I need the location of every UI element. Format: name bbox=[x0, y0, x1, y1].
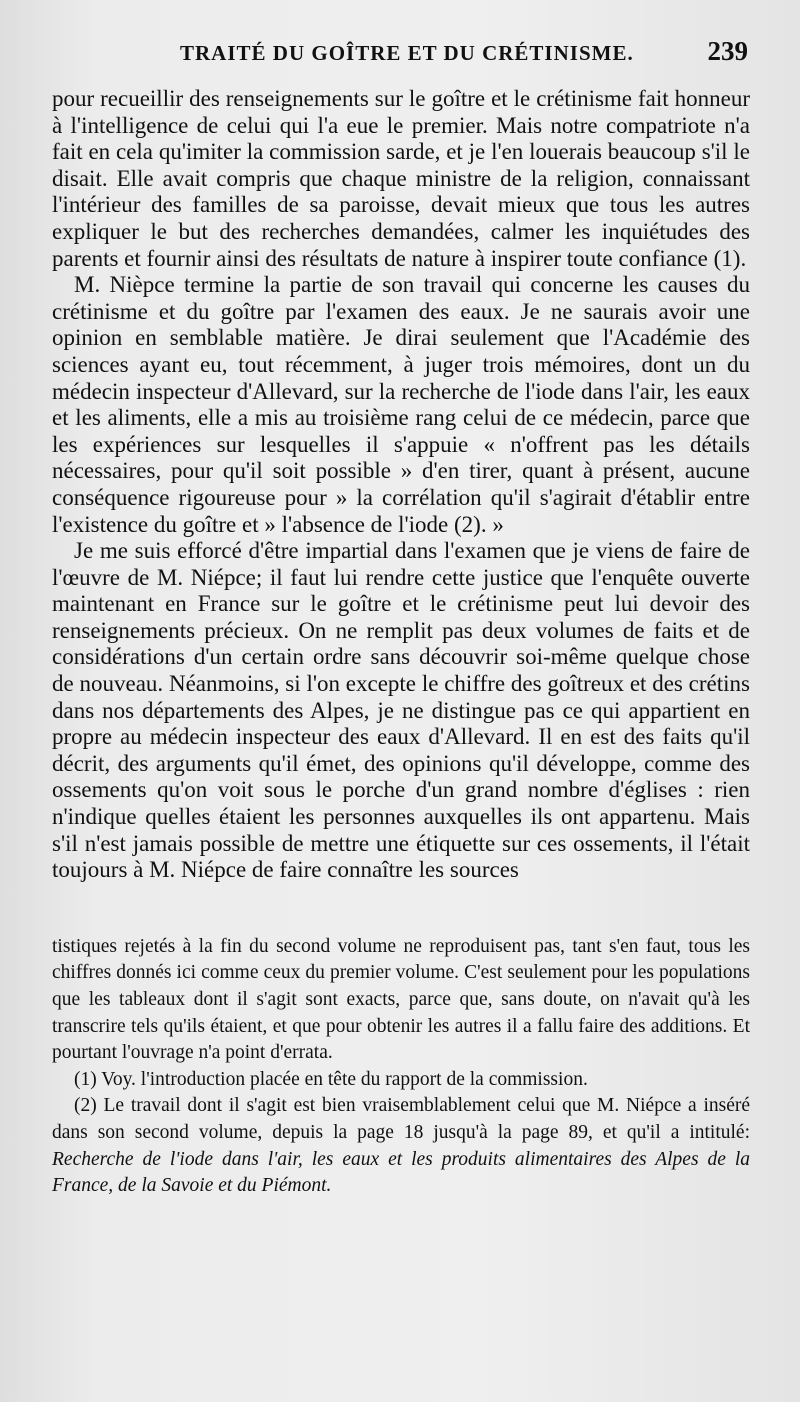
footnote-continued: tistiques rejetés à la fin du second volume ne reproduisent pas, tant s'en faut, tous les chiffres donnés ici comme ceux du premier volume. C'est seulement pour les populations que les tableaux dont il s'agit sont exacts, parce que, sans doute, on n'avait qu'à les transcrire tels qu'ils étaient, et que pour obtenir les autres il a fallu faire des additions. Et pourtant l'ouvrage n'a point d'errata. bbox=[52, 935, 750, 1064]
footnote-2 bbox=[52, 1093, 750, 1199]
footnote-2-title: Recherche de l'iode dans l'air, les eaux et les produits alimentaires des Alpes de la France, de la Savoie et du Piémont. bbox=[52, 1148, 750, 1197]
footnote-2-text: (2) Le travail dont il s'agit est bien vraisemblablement celui que M. Niépce a inséré dans son second volume, depuis la page 18 jusqu'à la page 89, et qu'il a intitulé: bbox=[52, 1095, 750, 1143]
page-header bbox=[52, 36, 750, 86]
paragraph-1: pour recueillir des renseignements sur le goître et le crétinisme fait honneur à l'intelligence de celui qui l'a eue le premier. Mais notre compatriote n'a fait en cela qu'imiter la commission sarde, et je l'en louerais beaucoup s'il le disait. Elle avait compris que chaque ministre de la religion, connaissant l'intérieur des familles de sa paroisse, devait mieux que tous les autres expliquer le but des recherches demandées, calmer les inquiétudes des parents et fournir ainsi des résultats de nature à inspirer toute confiance (1). bbox=[52, 86, 750, 271]
paragraph-2: M. Nièpce termine la partie de son travail qui concerne les causes du crétinisme et du goître par l'examen des eaux. Je ne saurais avoir une opinion en semblable matière. Je dirai seulement que l'Académie des sciences ayant eu, tout récemment, à juger trois mémoires, dont un du médecin inspecteur d'Allevard, sur la recherche de l'iode dans l'air, les eaux et les aliments, elle a mis au troisième rang celui de ce médecin, parce que les expériences sur lesquelles il s'appuie « n'offrent pas les détails nécessaires, pour qu'il soit possible » d'en tirer, quant à présent, aucune conséquence rigoureuse pour » la corrélation qu'il s'agirait d'établir entre l'existence du goître et » l'absence de l'iode (2). » bbox=[52, 272, 750, 537]
page-number: 239 bbox=[707, 36, 748, 66]
footnotes bbox=[52, 934, 750, 1200]
running-head: TRAITÉ DU GOÎTRE ET DU CRÉTINISME. bbox=[180, 41, 634, 65]
footnote-1: (1) Voy. l'introduction placée en tête du rapport de la commission. bbox=[74, 1068, 588, 1090]
main-text bbox=[52, 86, 750, 884]
paragraph-3: Je me suis efforcé d'être impartial dans l'examen que je viens de faire de l'œuvre de M. Niépce; il faut lui rendre cette justice que l'enquête ouverte maintenant en France sur le goître et le crétinisme peut lui devoir des renseignements précieux. On ne remplit pas deux volumes de faits et de considérations d'un certain ordre sans découvrir soi-même quelque chose de nouveau. Néanmoins, si l'on excepte le chiffre des goîtreux et des crétins dans nos départements des Alpes, je ne distingue pas ce qui appartient en propre au médecin inspecteur des eaux d'Allevard. Il en est des faits qu'il décrit, des arguments qu'il émet, des opinions qu'il développe, comme des ossements qu'on voit sous le porche d'un grand nombre d'églises : rien n'indique quelles étaient les personnes auxquelles ils ont appartenu. Mais s'il n'est jamais possible de mettre une étiquette sur ces ossements, il l'était toujours à M. Niépce de faire connaître les sources bbox=[52, 538, 750, 883]
